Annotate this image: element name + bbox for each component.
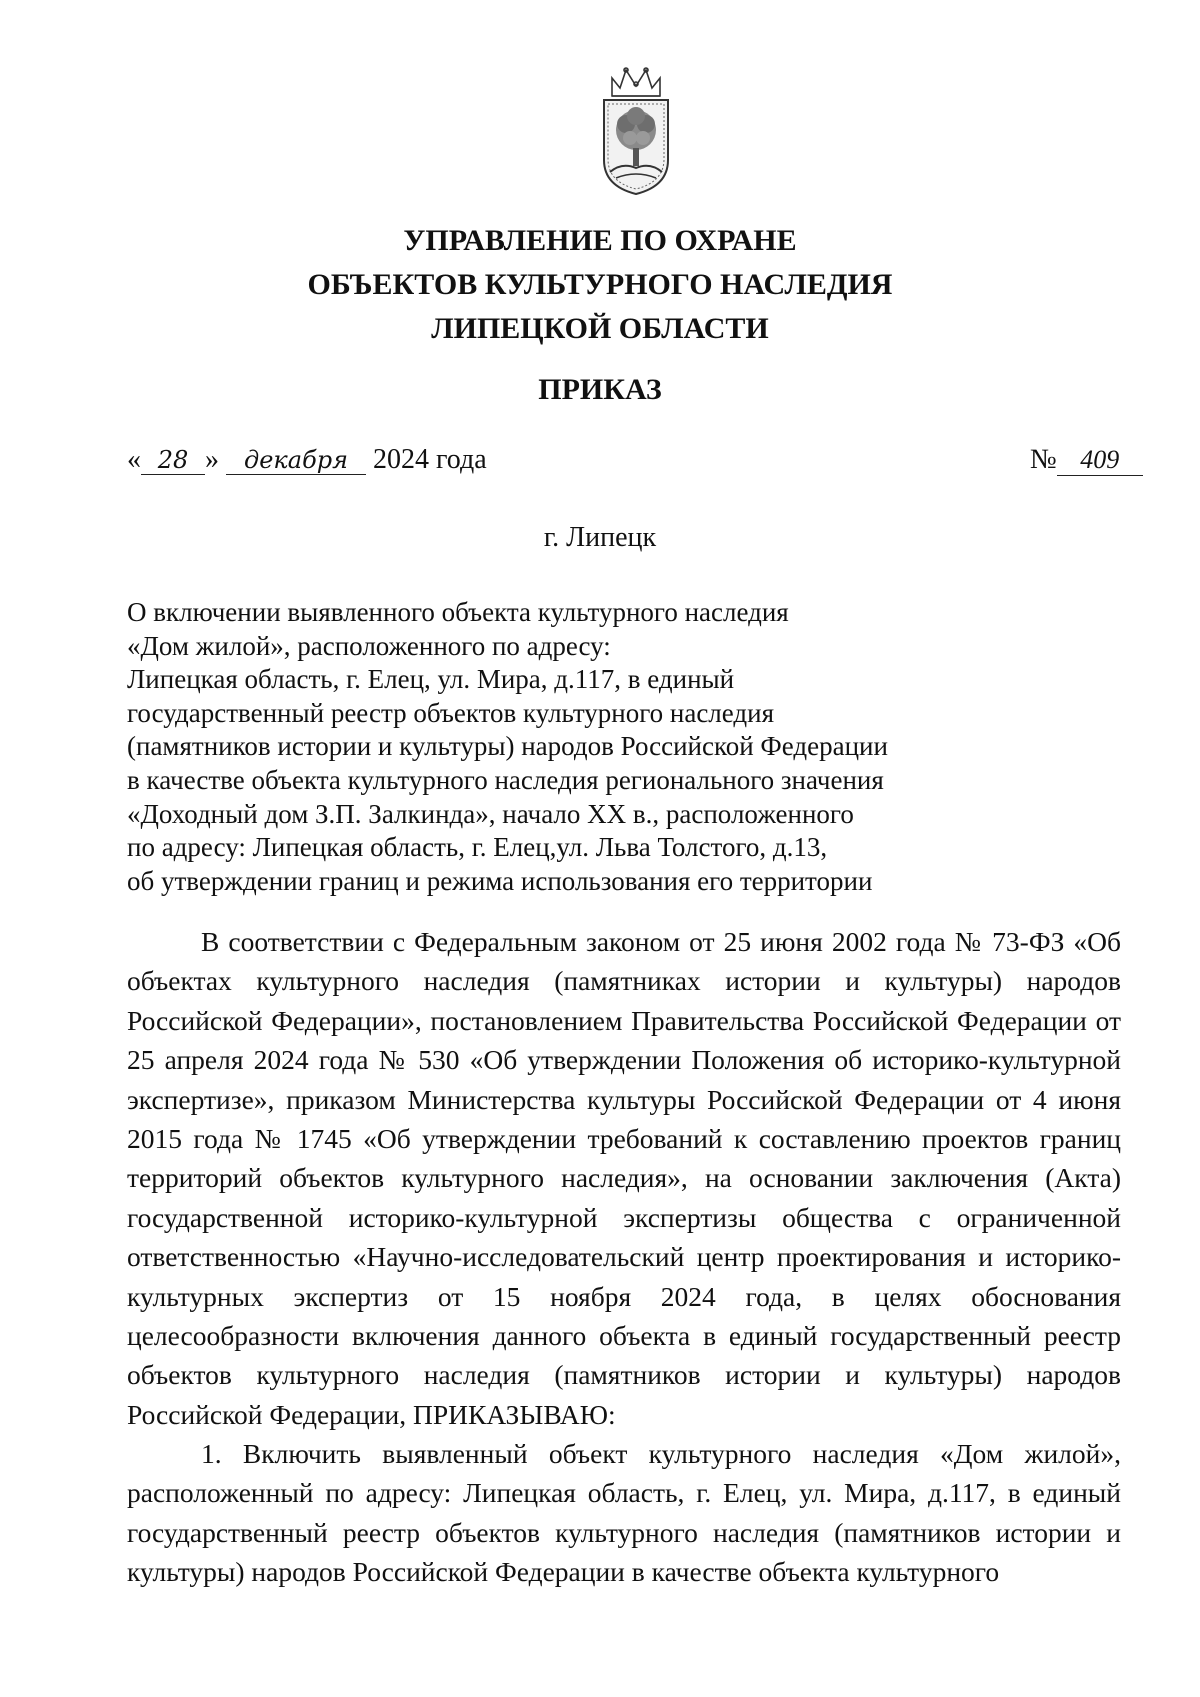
date-quote-close: » [205,444,219,475]
subject-line: (памятников истории и культуры) народов Российской Федерации [127,731,888,762]
order-number-label: № [1030,444,1057,475]
document-type: ПРИКАЗ [538,373,662,406]
coat-of-arms-icon [596,64,676,200]
organization-name [0,219,1200,351]
order-date [127,444,487,476]
subject-line: О включении выявленного объекта культурного наследия [127,597,789,627]
subject-line: об утверждении границ и режима использования его территории [127,865,873,896]
city: г. Липецк [543,522,657,553]
order-number [1030,444,1143,476]
subject-line: по адресу: Липецкая область, г. Елец,ул. Льва Толстого, д.13, [127,832,828,863]
org-line-1: УПРАВЛЕНИЕ ПО ОХРАНЕ [403,224,797,257]
subject-line: Липецкая область, г. Елец, ул. Мира, д.117, в единый [127,664,735,695]
order-subject [127,596,987,898]
date-month: декабря [226,446,366,475]
order-item-1: 1. Включить выявленный объект культурного наследия «Дом жилой», расположенный по адресу: Липецкая область, г. Елец, ул. Мира, д.117, в единый государственный реестр объектов культурного наследия (памятников истории и культуры) народов Российской Федерации в качестве объекта культурного [127,1438,1121,1588]
date-quote-open: « [127,444,141,475]
subject-line: «Доходный дом З.П. Залкинда», начало XX в., расположенного [127,798,854,829]
subject-line: «Дом жилой», расположенного по адресу: [127,630,611,661]
date-day: 28 [141,446,205,475]
date-year: 2024 года [373,444,487,475]
order-number-value: 409 [1057,445,1143,476]
org-line-3: ЛИПЕЦКОЙ ОБЛАСТИ [431,312,769,345]
org-line-2: ОБЪЕКТОВ КУЛЬТУРНОГО НАСЛЕДИЯ [307,268,893,301]
subject-line: в качестве объекта культурного наследия регионального значения [127,764,884,795]
preamble-paragraph: В соответствии с Федеральным законом от 25 июня 2002 года № 73-ФЗ «Об объектах культурного наследия (памятниках истории и культуры) народов Российской Федерации», постановлением Правительства Российской Федерации от 25 апреля 2024 года № 530 «Об утверждении Положения об историко-культурной экспертизе», приказом Министерства культуры Российской Федерации от 4 июня 2015 года № 1745 «Об утверждении требований к составлению проектов границ территорий объектов культурного наследия», на основании заключения (Акта) государственной историко-культурной экспертизы общества с ограниченной ответственностью «Научно-исследовательский центр проектирования и историко-культурных экспертиз от 15 ноября 2024 года, в целях обоснования целесообразности включения данного объекта в единый государственный реестр объектов культурного наследия (памятников истории и культуры) народов Российской Федерации, ПРИКАЗЫВАЮ: [127,926,1121,1430]
subject-line: государственный реестр объектов культурного наследия [127,697,775,728]
